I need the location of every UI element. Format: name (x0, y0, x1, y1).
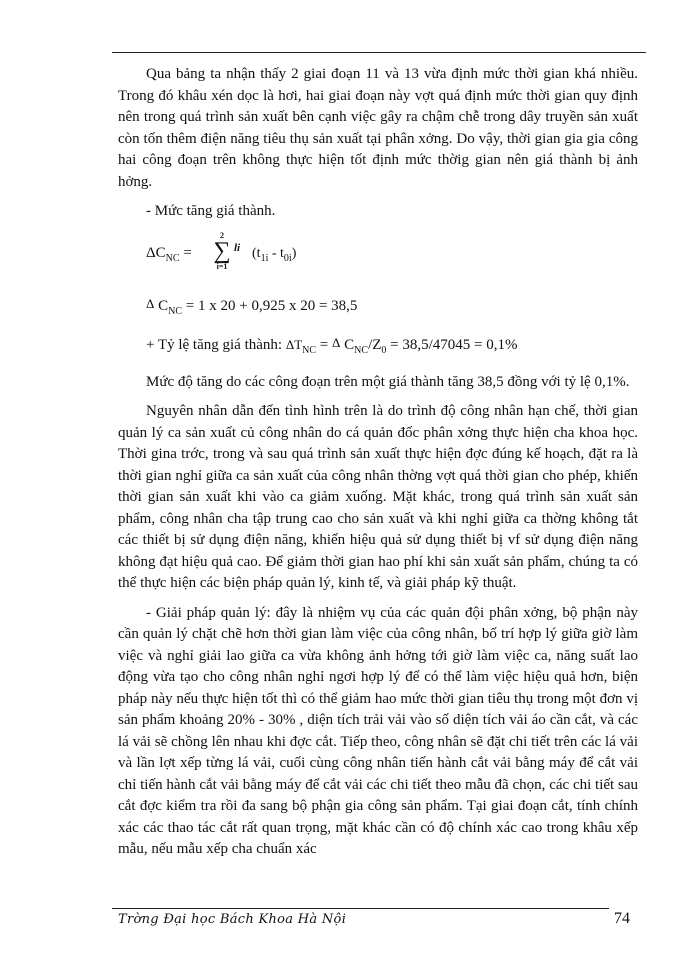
paragraph-solution: - Giải pháp quản lý: đây là nhiệm vụ của các quản đội phân xởng, bộ phận này cần quản lý chặt chẽ hơn thời gian làm việc của công nhân, bố trí hợp lý giữa giờ làm việc và nghỉ giải lao giữa ca vừa không ảnh hởng tới giờ làm việc ca, năng suất lao động vừa tạo cho công nhân nghỉ ngơi hợp lý để có thể làm việc hiệu quả hơn, biện pháp này nếu thực hiện tốt thì có thể giảm hao mức thời gian tiêu thụ trong một đơn vị sản phẩm khoảng 20% - 30% , diện tích trải vải vào số diện tích vải áo cần cắt, và các lá vải sẽ chồng lên nhau khi đợc cắt. Tiếp theo, công nhân sẽ đặt chi tiết trên các lá vải và lần lợt xếp từng lá vải, cuối cùng công nhân tiến hành cắt vải bằng máy để cắt vải chỉ tiến hành cắt vải bằng máy để cắt vải các chi tiết theo mẫu đã chọn, các chi tiết sau cắt đợc kiểm tra rồi đa sang bộ phận gia công sản phẩm. Tại giai đoạn cắt, tính chính xác các thao tác cắt rất quan trọng, mặt khác cần có độ chính xác cao trong khâu xếp mẫu, nếu mẫu xếp cha chuẩn xác (118, 604, 638, 857)
formula-lhs: $\Delta C_{NC}$ = (146, 244, 192, 264)
summation-symbol: 2 ∑ i=1 (213, 230, 231, 271)
cost-ratio-calculation: + Tỷ lệ tăng giá thành: $\Delta T_{NC} = \Delta$ $C_{NC}/Z_0 = 38,5/47045 = 0,1\%$ (146, 335, 518, 356)
paragraph-intro: Qua bảng ta nhận thấy 2 giai đoạn 11 và 13 vừa định mức thời gian khá nhiều. Trong đó khâu xén dọc là hơi, hai giai đoạn này vợt quá định mức thời gian quy định nên trong quá trình sản xuất bên cạnh việc gây ra chậm chễ trong dây truyền sản xuất còn tốn thêm điện năng tiêu thụ sản xuất tại phân xởng. Do vậy, thời gian gia gia công hai công đoạn trên không thực hiện tốt định mức thờig gian nên giá thành bị ảnh hởng. (118, 66, 638, 190)
paragraph-cause: Nguyên nhân dẫn đến tình hình trên là do trình độ công nhân hạn chế, thời gian quản lý ca sản xuất củ công nhân do cá quản đốc phân xởng thực hiện cha khoa học. Thời gina trớc, trong và sau quá trình sản xuất thực hiện đợc đúng kế hoạch, đặt ra là thời gian nghỉ giữa ca sản xuất của công nhân thờng vợt quá thời gian cho phép, khiến thời gian sản xuất khi vào ca giảm xuống. Mặt khác, trong quá trình sản xuất sản phẩm, công nhân cha tập trung cao cho sản xuất và khi nghỉ giữa ca thờng không tắt các thiết bị sử dụng điện năng, khiến hiệu quả sử dụng thiết bị vf sử dụng điện năng không đạt hiệu quả cao. Để giảm thời gian hao phí khi sản xuất sản phẩm, chúng ta có thể thực hiện các biện pháp quản lý, kinh tế, và giải pháp kỹ thuật. (118, 403, 638, 591)
paragraph-result: Mức độ tăng do các công đoạn trên một giá thành tăng 38,5 đồng với tỷ lệ 0,1%. (146, 373, 630, 390)
header-rule (112, 52, 646, 53)
cost-increase-heading: - Mức tăng giá thành. (146, 203, 276, 219)
cost-formula (118, 231, 638, 285)
cost-calculation: Δ $C_{NC} = 1$ x 20 + 0,925 x 20 = 38,5 (146, 295, 358, 317)
formula-rhs: $(t_{1i} - t_{0i})$ (252, 245, 297, 264)
footer-university: Trờng Đại học Bách Khoa Hà Nội (118, 912, 347, 927)
formula-li: li (234, 241, 241, 254)
document-body (118, 64, 638, 869)
page-number: 74 (614, 910, 630, 927)
footer-rule (112, 908, 609, 909)
